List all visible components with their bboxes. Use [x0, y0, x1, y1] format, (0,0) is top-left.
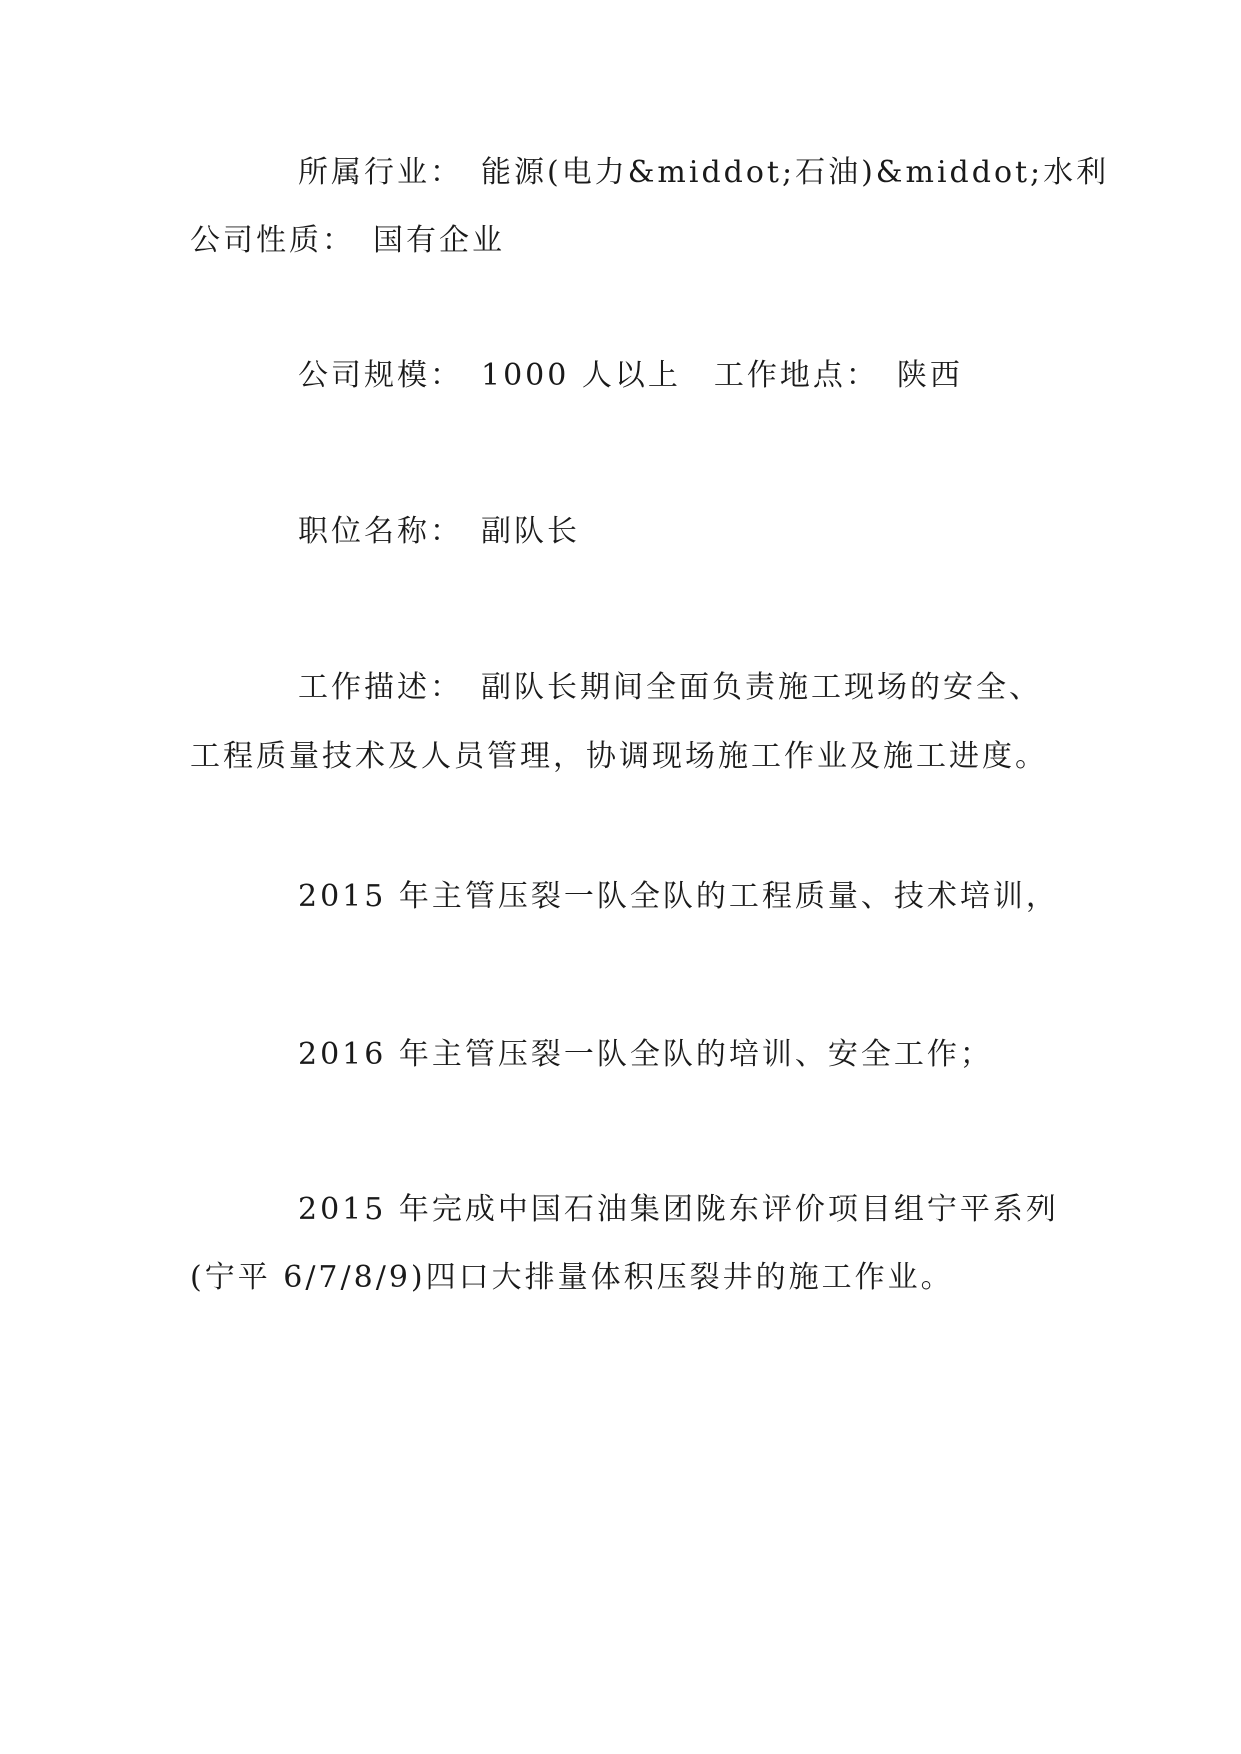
job-description-line-2: 工程质量技术及人员管理，协调现场施工作业及施工进度。 — [190, 739, 1048, 774]
company-size-location-line: 公司规模： 1000 人以上 工作地点： 陕西 — [298, 358, 963, 393]
industry-line: 所属行业： 能源(电力&middot;石油)&middot;水利 — [298, 155, 1110, 190]
project-achievement-line-1: 2015 年完成中国石油集团陇东评价项目组宁平系列 — [298, 1192, 1059, 1227]
position-title-line: 职位名称： 副队长 — [298, 514, 580, 549]
company-type-line: 公司性质： 国有企业 — [190, 223, 505, 258]
project-achievement-line-2: (宁平 6/7/8/9)四口大排量体积压裂井的施工作业。 — [190, 1260, 954, 1295]
year-2016-duty-line: 2016 年主管压裂一队全队的培训、安全工作； — [298, 1037, 993, 1072]
year-2015-duty-line: 2015 年主管压裂一队全队的工程质量、技术培训， — [298, 879, 1059, 914]
job-description-line-1: 工作描述： 副队长期间全面负责施工现场的安全、 — [298, 670, 1042, 705]
